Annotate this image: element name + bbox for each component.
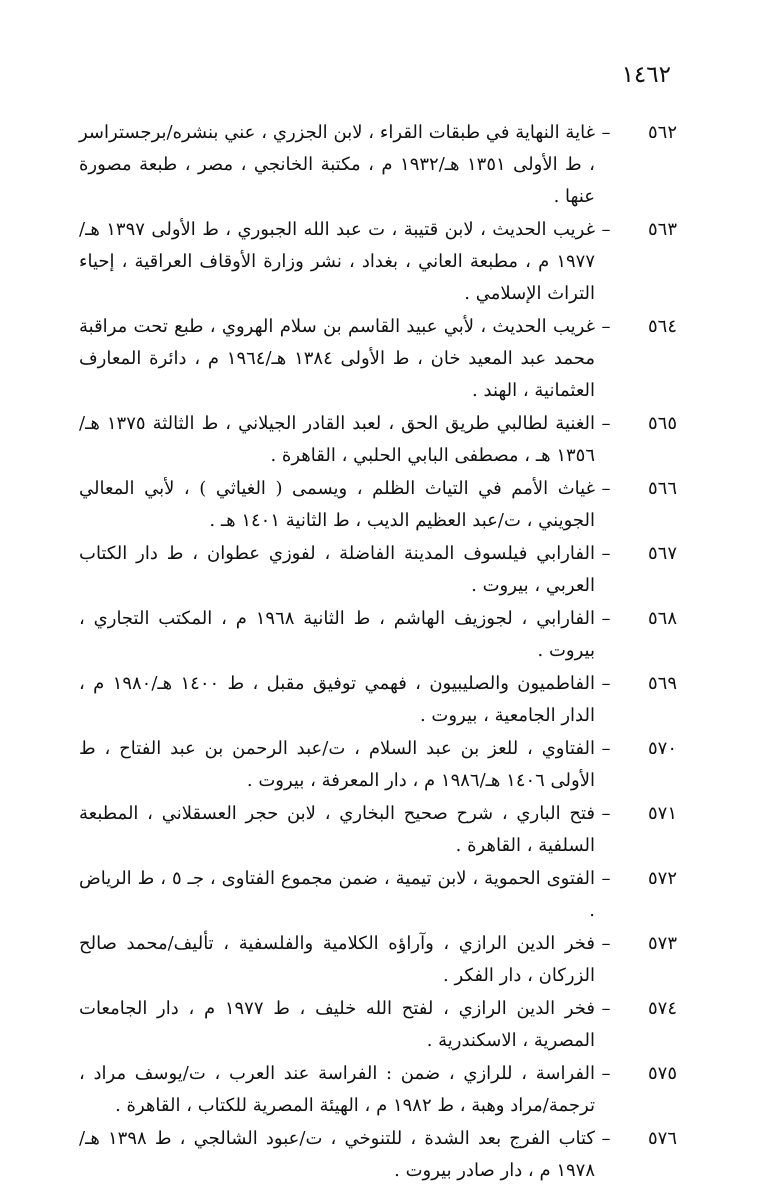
- entry-dash: –: [601, 933, 611, 954]
- entry-text: الفاطميون والصليبيون ، فهمي توفيق مقبل ، ط ١٤٠٠ هـ/١٩٨٠ م ، الدار الجامعية ، بيروت .: [79, 673, 595, 726]
- entry-number: ٥٧٣: [647, 933, 677, 954]
- entry-dash: –: [601, 608, 611, 629]
- entry-number: ٥٦٥: [647, 413, 677, 434]
- entry-number: ٥٧٠: [647, 738, 677, 759]
- entry-dash: –: [601, 673, 611, 694]
- entry-text: الغنية لطالبي طريق الحق ، لعبد القادر الجيلاني ، ط الثالثة ١٣٧٥ هـ/١٣٥٦ هـ ، مصطفى البابي الحلبي ، القاهرة .: [79, 413, 595, 466]
- bibliography-entry: [79, 863, 677, 927]
- entry-number: ٥٧٥: [647, 1063, 677, 1084]
- entry-dash: –: [601, 1063, 611, 1084]
- bibliography-entry: [79, 214, 677, 310]
- entry-number: ٥٧٦: [647, 1128, 677, 1149]
- entry-dash: –: [601, 803, 611, 824]
- entry-number: ٥٦٩: [647, 673, 677, 694]
- bibliography-list: [79, 117, 677, 1188]
- entry-number: ٥٧٢: [647, 868, 677, 889]
- entry-text: فتح الباري ، شرح صحيح البخاري ، لابن حجر العسقلاني ، المطبعة السلفية ، القاهرة .: [79, 803, 595, 856]
- entry-text: الفراسة ، للرازي ، ضمن : الفراسة عند العرب ، ت/يوسف مراد ، ترجمة/مراد وهبة ، ط ١٩٨٢ م ، الهيئة المصرية للكتاب ، القاهرة .: [79, 1063, 595, 1116]
- bibliography-entry: [79, 668, 677, 732]
- entry-number: ٥٦٢: [647, 122, 677, 143]
- entry-text: الفارابي فيلسوف المدينة الفاضلة ، لفوزي عطوان ، ط دار الكتاب العربي ، بيروت .: [79, 543, 595, 596]
- entry-text: الفتاوي ، للعز بن عبد السلام ، ت/عبد الرحمن بن عبد الفتاح ، ط الأولى ١٤٠٦ هـ/١٩٨٦ م ، دار المعرفة ، بيروت .: [79, 738, 595, 791]
- entry-number: ٥٦٨: [647, 608, 677, 629]
- bibliography-entry: [79, 603, 677, 667]
- entry-number: ٥٧١: [647, 803, 677, 824]
- entry-text: فخر الدين الرازي ، لفتح الله خليف ، ط ١٩٧٧ م ، دار الجامعات المصرية ، الاسكندرية .: [79, 998, 595, 1051]
- bibliography-entry: [79, 798, 677, 862]
- entry-text: فخر الدين الرازي ، وآراؤه الكلامية والفلسفية ، تأليف/محمد صالح الزركان ، دار الفكر .: [79, 933, 595, 986]
- bibliography-entry: [79, 733, 677, 797]
- entry-dash: –: [601, 478, 611, 499]
- entry-dash: –: [601, 316, 611, 337]
- entry-number: ٥٦٦: [647, 478, 677, 499]
- entry-dash: –: [601, 1128, 611, 1149]
- entry-text: غريب الحديث ، لابن قتيبة ، ت عبد الله الجبوري ، ط الأولى ١٣٩٧ هـ/ ١٩٧٧ م ، مطبعة العاني ، بغداد ، نشر وزارة الأوقاف العراقية ، إحياء التراث الإسلامي .: [79, 219, 595, 304]
- page-number: ١٤٦٢: [621, 62, 671, 88]
- bibliography-entry: [79, 1123, 677, 1187]
- entry-dash: –: [601, 543, 611, 564]
- entry-text: غريب الحديث ، لأبي عبيد القاسم بن سلام الهروي ، طبع تحت مراقبة محمد عبد المعيد خان ، ط الأولى ١٣٨٤ هـ/١٩٦٤ م ، دائرة المعارف العثمانية ، الهند .: [79, 316, 595, 401]
- entry-text: غياث الأمم في التياث الظلم ، ويسمى ( الغياثي ) ، لأبي المعالي الجويني ، ت/عبد العظيم الديب ، ط الثانية ١٤٠١ هـ .: [79, 478, 595, 531]
- entry-text: غاية النهاية في طبقات القراء ، لابن الجزري ، عني بنشره/برجستراسر ، ط الأولى ١٣٥١ هـ/١٩٣٢ م ، مكتبة الخانجي ، مصر ، طبعة مصورة عنها .: [79, 122, 595, 207]
- entry-number: ٥٦٣: [647, 219, 677, 240]
- entry-dash: –: [601, 413, 611, 434]
- bibliography-entry: [79, 408, 677, 472]
- bibliography-entry: [79, 473, 677, 537]
- entry-text: الفتوى الحموية ، لابن تيمية ، ضمن مجموع الفتاوى ، جـ ٥ ، ط الرياض .: [79, 868, 596, 921]
- bibliography-entry: [79, 928, 677, 992]
- entry-number: ٥٦٧: [647, 543, 677, 564]
- bibliography-entry: [79, 538, 677, 602]
- entry-dash: –: [601, 868, 611, 889]
- bibliography-entry: [79, 311, 677, 407]
- entry-number: ٥٦٤: [647, 316, 677, 337]
- entry-dash: –: [601, 219, 611, 240]
- bibliography-entry: [79, 1058, 677, 1122]
- entry-dash: –: [601, 122, 611, 143]
- entry-dash: –: [601, 998, 611, 1019]
- bibliography-entry: [79, 117, 677, 213]
- entry-number: ٥٧٤: [647, 998, 677, 1019]
- entry-text: كتاب الفرج بعد الشدة ، للتنوخي ، ت/عبود الشالجي ، ط ١٣٩٨ هـ/١٩٧٨ م ، دار صادر بيروت .: [79, 1128, 595, 1181]
- entry-dash: –: [601, 738, 611, 759]
- bibliography-entry: [79, 993, 677, 1057]
- entry-text: الفارابي ، لجوزيف الهاشم ، ط الثانية ١٩٦٨ م ، المكتب التجاري ، بيروت .: [79, 608, 595, 661]
